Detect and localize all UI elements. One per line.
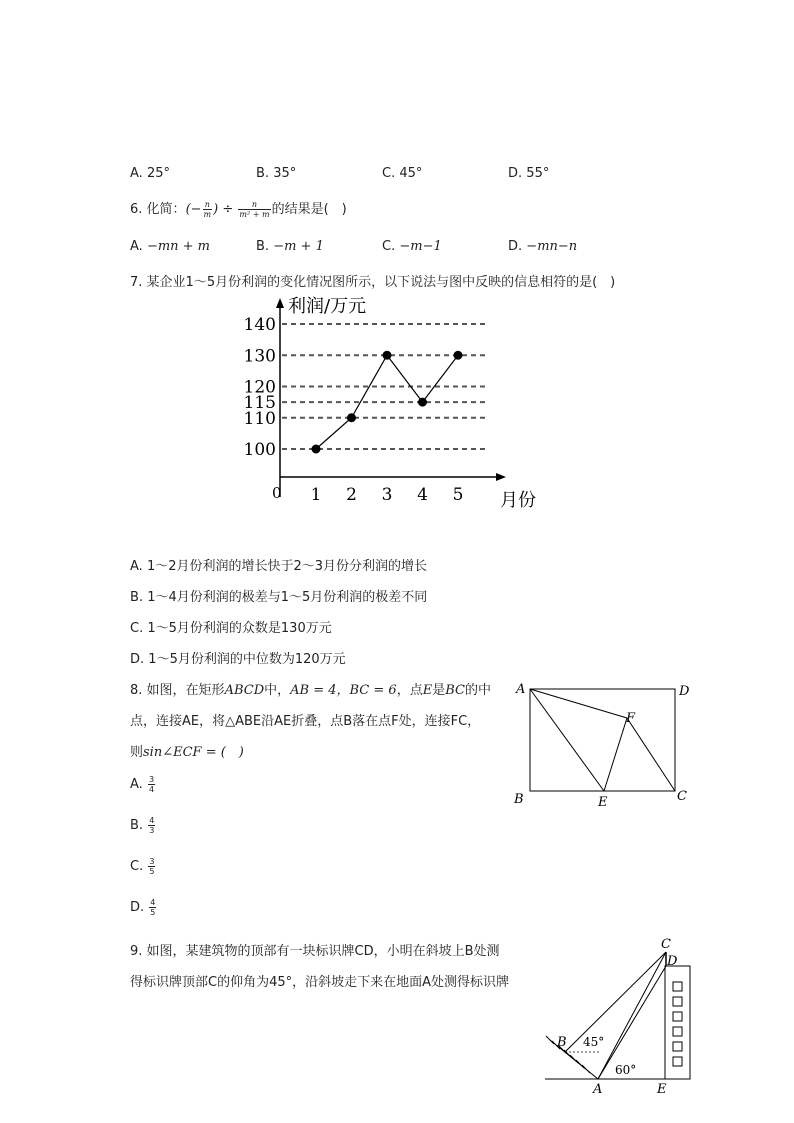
x-tick-labels [311,485,464,505]
chart-grid [282,324,488,449]
fraction: $\frac{n}{\text{m² + m}}$ [239,200,270,219]
label-d: D [679,684,690,699]
fraction: $\frac{3}{4}$ [148,775,155,794]
q7-option-a: A. 1～2月份利润的增长快于2～3月份分利润的增长 [130,559,428,574]
y-tick-label-140: 140 [243,315,276,335]
q5-option-d: D. 55° [508,166,550,181]
label-e: E [598,795,608,810]
x-tick-label-3: 3 [381,485,393,505]
q8-option-b: B. $\frac{4}{3}$ [130,816,155,835]
question-number: 7. [130,275,143,290]
x-axis-arrow [496,473,506,481]
label-b: B [514,792,524,807]
q6-option-b: B. −m + 1 [256,239,324,254]
q7-stem: 7. 某企业1～5月份利润的变化情况图所示，以下说法与图中反映的信息相符的是( ) [130,275,616,290]
segment-fc [627,718,675,791]
data-point-month-3 [383,351,392,360]
q9-slope-figure [540,932,700,1096]
q8-option-c: C. $\frac{3}{5}$ [130,857,155,876]
label-e: E [657,1082,667,1096]
fraction: $\frac{4}{3}$ [149,816,155,835]
y-axis-label: 利润/万元 [288,296,367,317]
y-axis-arrow [276,298,284,308]
q8-option-a: A. $\frac{3}{4}$ [130,775,155,794]
q7-option-c: C. 1～5月份利润的众数是130万元 [130,621,332,636]
x-tick-label-2: 2 [346,485,357,505]
angle-45-label: 45° [583,1035,605,1049]
label-a: A [593,1082,603,1096]
q7-option-b: B. 1～4月份利润的极差与1～5月份利润的极差不同 [130,590,428,605]
q8-line-2: 点，连接AE，将△ABE沿AE折叠，点B落在点F处，连接FC， [130,714,481,729]
q6-option-c: C. −m−1 [382,239,442,254]
q8-option-d: D. $\frac{4}{5}$ [130,898,156,917]
y-tick-labels [244,315,276,460]
question-number: 8. [130,683,143,698]
sightline-bc [565,952,666,1052]
data-point-month-1 [312,445,321,454]
q5-option-a: A. 25° [130,166,170,181]
rectangle-abcd [530,689,675,791]
question-number: 6. [130,202,143,217]
segment-af [530,689,627,718]
q5-option-b: B. 35° [256,166,297,181]
q8-rectangle-figure [508,676,698,812]
q6-option-a: A. −mn + m [130,239,211,254]
chart-axes [276,298,506,497]
fraction: $\frac{3}{5}$ [149,857,155,876]
q9-line-2: 得标识牌顶部C的仰角为45°，沿斜坡走下来在地面A处测得标识牌 [130,975,510,990]
y-tick-label-110: 110 [243,408,276,429]
label-d: D [667,954,678,969]
label-c: C [661,937,671,952]
q6-stem: 6. 化简：(− $\frac{n}{m}$ ) ÷ $\frac{n}{\text{m² + m}}$ 的结果是( ) [130,200,347,219]
q7-option-d: D. 1～5月份利润的中位数为120万元 [130,652,346,667]
label-b: B [557,1035,567,1050]
label-a: A [516,682,526,697]
building [665,966,690,1079]
q8-line-3: 则sin∠ECF = ( ) [130,745,244,760]
x-tick-label-1: 1 [310,485,322,505]
x-tick-label-5: 5 [452,485,464,505]
x-tick-label-4: 4 [417,485,428,505]
y-tick-label-130: 130 [243,346,276,367]
q6-option-d: D. −mn−n [508,239,578,254]
q8-line-1: 8. 如图，在矩形ABCD中，AB = 4，BC = 6，点E是BC的中 [130,683,491,698]
sightline-ac [598,952,666,1079]
data-point-month-4 [418,398,427,407]
label-f: F [626,711,636,726]
fraction: $\frac{n}{m}$ [203,200,212,219]
fraction: $\frac{4}{5}$ [150,898,156,917]
y-tick-label-120: 120 [243,377,276,398]
q9-line-1: 9. 如图，某建筑物的顶部有一块标识牌CD，小明在斜坡上B处测 [130,944,500,959]
y-tick-label-100: 100 [243,440,276,460]
question-number: 9. [130,944,143,959]
x-axis-label: 月份 [500,490,536,511]
data-point-month-2 [347,413,356,422]
segment-ae [530,689,604,791]
angle-60-label: 60° [615,1063,637,1077]
profit-line-chart [230,292,550,522]
q5-option-c: C. 45° [382,166,423,181]
label-c: C [677,789,687,804]
data-point-month-5 [454,351,463,360]
segment-ef [604,718,627,791]
y-tick-label-115: 115 [243,393,276,414]
building-windows [673,982,682,1066]
origin-label: 0 [272,484,282,502]
